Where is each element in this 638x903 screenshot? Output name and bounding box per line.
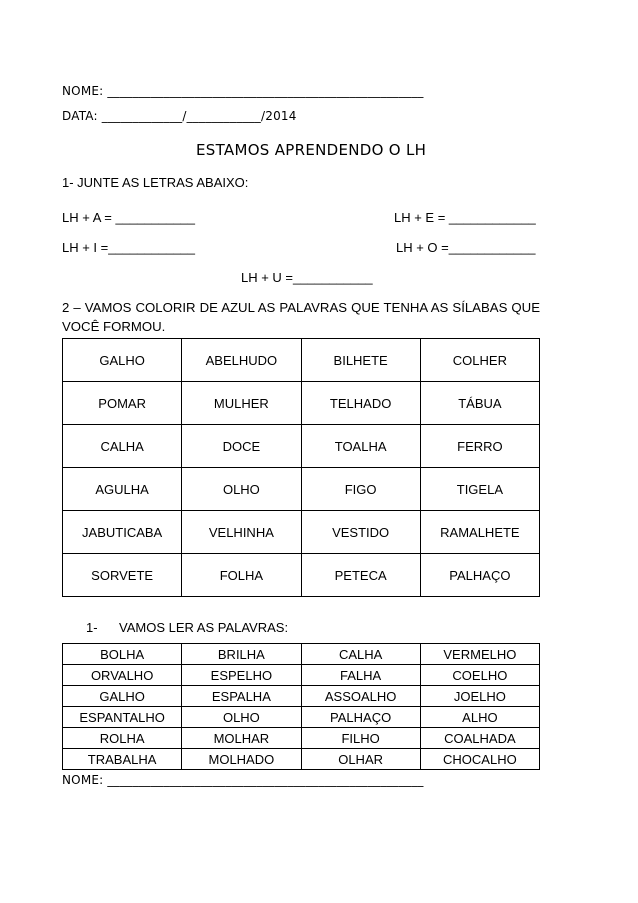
word-cell: MOLHADO — [182, 749, 301, 770]
exercise-2-heading: 2 – VAMOS COLORIR DE AZUL AS PALAVRAS QUE TENHA AS SÍLABAS QUE VOCÊ FORMOU. — [62, 300, 540, 334]
reading-word-table — [62, 643, 540, 770]
table-row — [63, 728, 540, 749]
word-cell: JABUTICABA — [63, 511, 182, 554]
word-cell: MULHER — [182, 382, 301, 425]
word-cell: TIGELA — [420, 468, 539, 511]
name-field-label: NOME: ___________________________________________________ — [62, 84, 424, 98]
word-cell: ESPALHA — [182, 686, 301, 707]
word-cell: FOLHA — [182, 554, 301, 597]
word-cell: COALHADA — [420, 728, 539, 749]
word-cell: OLHAR — [301, 749, 420, 770]
word-cell: VELHINHA — [182, 511, 301, 554]
table-row — [63, 665, 540, 686]
word-cell: VESTIDO — [301, 511, 420, 554]
page-title: ESTAMOS APRENDENDO O LH — [196, 141, 427, 159]
word-cell: SORVETE — [63, 554, 182, 597]
word-cell: ESPANTALHO — [63, 707, 182, 728]
word-cell: PALHAÇO — [301, 707, 420, 728]
word-cell: GALHO — [63, 686, 182, 707]
word-cell: FIGO — [301, 468, 420, 511]
word-cell: TÁBUA — [420, 382, 539, 425]
table-row — [63, 749, 540, 770]
word-cell: POMAR — [63, 382, 182, 425]
word-cell: ESPELHO — [182, 665, 301, 686]
exercise-3-number: 1- — [86, 620, 98, 635]
word-cell: BILHETE — [301, 339, 420, 382]
word-cell: OLHO — [182, 707, 301, 728]
word-cell: PALHAÇO — [420, 554, 539, 597]
footer-name-field-label: NOME: ___________________________________________________ — [62, 773, 424, 787]
word-cell: MOLHAR — [182, 728, 301, 749]
exercise-1-item: LH + U =___________ — [241, 270, 373, 285]
word-cell: VERMELHO — [420, 644, 539, 665]
word-cell: ORVALHO — [63, 665, 182, 686]
word-cell: OLHO — [182, 468, 301, 511]
exercise-3-heading: VAMOS LER AS PALAVRAS: — [119, 620, 289, 635]
table-row — [63, 554, 540, 597]
table-row — [63, 511, 540, 554]
word-cell: COLHER — [420, 339, 539, 382]
word-cell: ALHO — [420, 707, 539, 728]
word-cell: CHOCALHO — [420, 749, 539, 770]
table-row — [63, 382, 540, 425]
word-cell: CALHA — [63, 425, 182, 468]
word-cell: AGULHA — [63, 468, 182, 511]
word-cell: TOALHA — [301, 425, 420, 468]
table-row — [63, 425, 540, 468]
date-field-label: DATA: _____________/____________/2014 — [62, 109, 297, 123]
word-cell: RAMALHETE — [420, 511, 539, 554]
table-row — [63, 468, 540, 511]
word-cell: TRABALHA — [63, 749, 182, 770]
word-cell: ROLHA — [63, 728, 182, 749]
word-cell: BRILHA — [182, 644, 301, 665]
exercise-1-item: LH + I =____________ — [62, 240, 196, 255]
exercise-1-item: LH + O =____________ — [396, 240, 536, 255]
table-row — [63, 686, 540, 707]
word-cell: GALHO — [63, 339, 182, 382]
word-cell: FALHA — [301, 665, 420, 686]
exercise-1-item: LH + E = ____________ — [394, 210, 536, 225]
table-row — [63, 339, 540, 382]
exercise-1-item: LH + A = ___________ — [62, 210, 196, 225]
word-cell: TELHADO — [301, 382, 420, 425]
word-cell: JOELHO — [420, 686, 539, 707]
word-cell: COELHO — [420, 665, 539, 686]
word-cell: PETECA — [301, 554, 420, 597]
syllable-word-table — [62, 338, 540, 597]
word-cell: FILHO — [301, 728, 420, 749]
word-cell: DOCE — [182, 425, 301, 468]
word-cell: CALHA — [301, 644, 420, 665]
word-cell: FERRO — [420, 425, 539, 468]
table-row — [63, 644, 540, 665]
word-cell: BOLHA — [63, 644, 182, 665]
table-row — [63, 707, 540, 728]
exercise-1-heading: 1- JUNTE AS LETRAS ABAIXO: — [62, 175, 249, 190]
word-cell: ASSOALHO — [301, 686, 420, 707]
word-cell: ABELHUDO — [182, 339, 301, 382]
